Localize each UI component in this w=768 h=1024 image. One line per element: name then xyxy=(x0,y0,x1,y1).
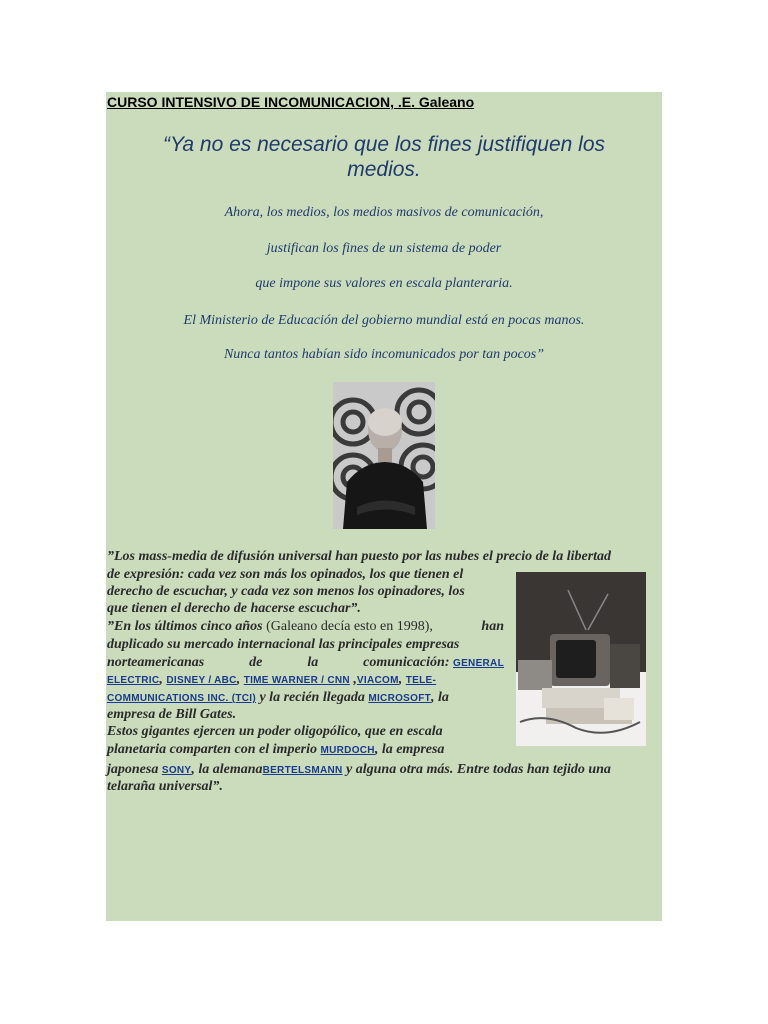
quote-line: Nunca tantos habían sido incomunicados por tan pocos” xyxy=(223,347,545,362)
link-murdoch[interactable]: MURDOCH xyxy=(320,745,375,756)
body-text-segment: comunicación: xyxy=(363,655,450,670)
body-line xyxy=(107,654,504,672)
link-time-warner-cnn[interactable]: TIME WARNER / CNN xyxy=(243,675,350,686)
body-line xyxy=(107,761,611,779)
body-text-segment: japonesa xyxy=(107,762,162,777)
quote-line: que impone sus valores en escala planteraria. xyxy=(255,276,513,291)
body-line xyxy=(107,671,504,689)
quote-heading-line2: medios. xyxy=(347,158,421,181)
body-text-segment: de xyxy=(249,655,263,670)
body-line: duplicado su mercado internacional las principales empresas xyxy=(107,637,460,652)
author-portrait-photo xyxy=(333,382,435,529)
body-line xyxy=(107,618,504,635)
body-text-segment: han xyxy=(481,619,504,634)
body-text-segment: norteamericanas xyxy=(107,655,205,670)
separator: , xyxy=(159,672,167,687)
link-bertelsmann[interactable]: BERTELSMANN xyxy=(262,765,343,776)
body-line: de expresión: cada vez son más los opinados, los que tienen el xyxy=(107,567,464,582)
body-text-segment: , la xyxy=(431,690,449,705)
separator: , xyxy=(236,672,244,687)
link-disney-abc[interactable]: DISNEY / ABC xyxy=(166,675,237,686)
body-line: ”Los mass-media de difusión universal han puesto por las nubes el precio de la libertad xyxy=(107,549,612,564)
link-general-electric[interactable]: ELECTRIC xyxy=(107,675,160,686)
quote-line: Ahora, los medios, los medios masivos de comunicación, xyxy=(224,205,544,220)
body-text-segment: ”En los últimos cinco años xyxy=(107,619,267,634)
body-text-segment: la xyxy=(307,655,319,670)
old-electronics-photo xyxy=(516,572,646,746)
quote-line: El Ministerio de Educación del gobierno mundial está en pocas manos. xyxy=(183,313,585,328)
quote-heading xyxy=(106,132,662,182)
body-line: derecho de escuchar, y cada vez son menos los opinadores, los xyxy=(107,584,465,599)
quote-heading-line1: “Ya no es necesario que los fines justifiquen los xyxy=(162,133,606,156)
body-text-segment: (Galeano decía esto en 1998), xyxy=(266,619,433,634)
document-title: CURSO INTENSIVO DE INCOMUNICACION, .E. Galeano xyxy=(107,94,475,110)
body-line: Estos gigantes ejercen un poder oligopólico, que en escala xyxy=(107,724,443,739)
quote-line: justifican los fines de un sistema de poder xyxy=(266,241,502,256)
body-line xyxy=(107,689,449,707)
body-line: telaraña universal”. xyxy=(107,779,223,794)
body-line: que tienen el derecho de hacerse escuchar”. xyxy=(107,601,361,616)
body-text-segment: y alguna otra más. Entre todas han tejido una xyxy=(342,762,611,777)
link-viacom[interactable]: VIACOM xyxy=(356,675,399,686)
separator: , xyxy=(349,672,357,687)
body-line xyxy=(107,741,444,759)
body-text-segment: , la alemana xyxy=(191,762,263,777)
link-tele-communications[interactable]: TELE- xyxy=(405,675,437,686)
body-text-segment: y la recién llegada xyxy=(255,690,369,705)
link-sony[interactable]: SONY xyxy=(161,765,192,776)
body-text-segment: , la empresa xyxy=(374,742,445,757)
link-general-electric[interactable]: GENERAL xyxy=(453,658,504,669)
link-tele-communications[interactable]: COMMUNICATIONS INC. (TCI) xyxy=(107,693,256,704)
link-microsoft[interactable]: MICROSOFT xyxy=(368,693,432,704)
separator: , xyxy=(398,672,406,687)
body-line: empresa de Bill Gates. xyxy=(107,707,237,722)
body-text-segment: planetaria comparten con el imperio xyxy=(107,742,321,757)
